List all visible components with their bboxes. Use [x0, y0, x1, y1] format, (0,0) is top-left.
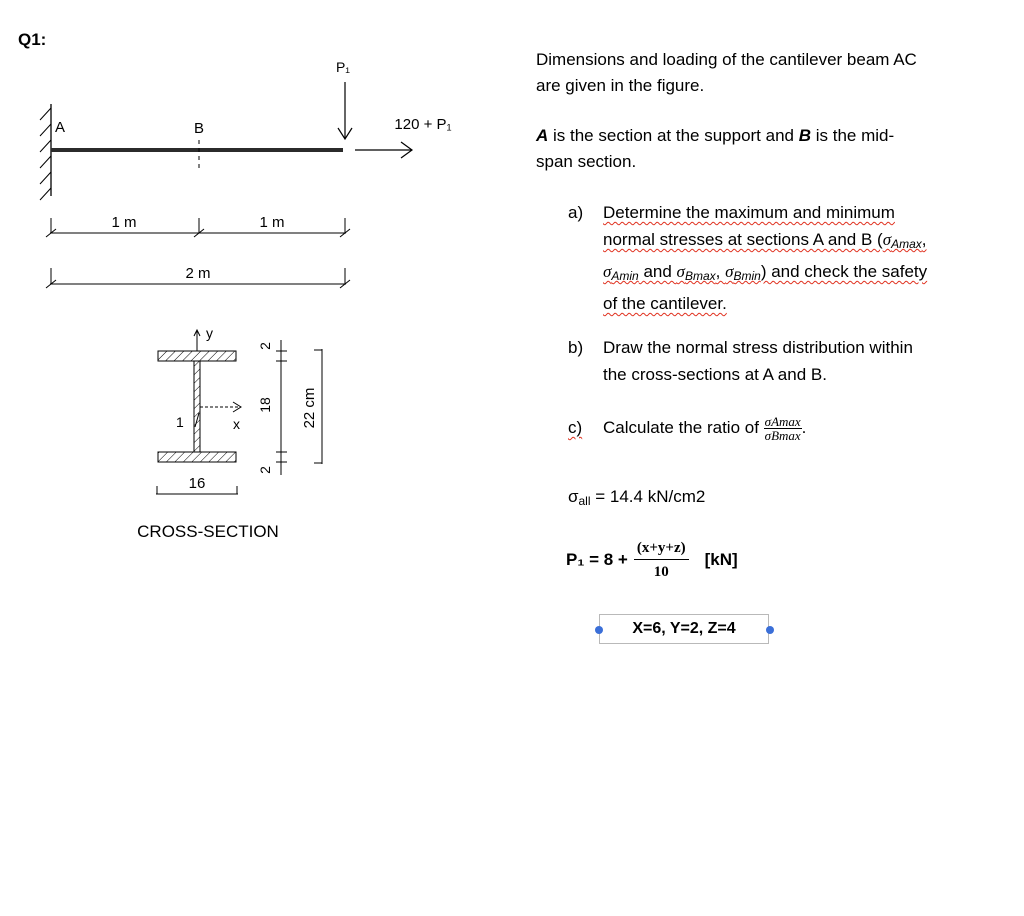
- load-formula: [566, 540, 738, 581]
- item-c-marker: c): [568, 418, 583, 437]
- item-a: [568, 199, 1008, 313]
- formula-unit: [kN]: [704, 549, 738, 569]
- cross-section-caption: CROSS-SECTION: [137, 522, 279, 541]
- section-a-end: is the mid-: [811, 126, 895, 145]
- item-a-line-2: normal stresses at sections A and B ($\sigma_{Amax}$,: [603, 230, 927, 251]
- y-axis-arrow: [194, 330, 200, 351]
- item-b-marker: b): [568, 338, 584, 357]
- dimension-line-segments: [46, 218, 350, 237]
- question-label: Q1:: [18, 30, 47, 49]
- item-a-line-1: Determine the maximum and minimum: [603, 203, 895, 222]
- total-height-label: 22 cm: [301, 387, 318, 429]
- textbox-handle-right[interactable]: [766, 626, 774, 634]
- y-axis-label: y: [206, 325, 213, 341]
- intro-line-1: Dimensions and loading of the cantilever beam AC: [536, 50, 917, 69]
- section-paragraph: [536, 123, 894, 175]
- item-a-line-3: $\sigma_{Amin}$ and $\sigma_{Bmax}$, $\sigma_{Bmin}$) and check the safety: [603, 262, 928, 283]
- dim-label-1: 1 m: [111, 214, 137, 231]
- section-a-bold: A: [536, 126, 549, 145]
- section-b-bold: B: [798, 126, 811, 145]
- ratio-denominator: σBmax: [764, 428, 801, 444]
- load-horizontal-label: 120 + P₁: [394, 116, 452, 133]
- item-c: [568, 414, 1008, 448]
- dim-label-total: 2 m: [185, 265, 211, 282]
- top-flange-label: 2: [257, 342, 273, 350]
- dim-label-2: 1 m: [259, 214, 285, 231]
- beam-figure: [0, 0, 520, 560]
- load-arrow-horizontal: [355, 142, 412, 158]
- item-a-marker: a): [568, 203, 584, 222]
- section-line-2: span section.: [536, 152, 637, 171]
- load-arrow-p1: [338, 82, 352, 139]
- sigma-all-sub: all: [578, 494, 591, 508]
- intro-line-2: are given in the figure.: [536, 76, 705, 95]
- web-height-label: 18: [257, 397, 273, 413]
- flange-width-label: 16: [188, 475, 206, 492]
- section-line-1: [536, 123, 894, 149]
- allowable-stress: [568, 484, 705, 514]
- item-a-body: [603, 199, 927, 317]
- item-b-line-1: Draw the normal stress distribution within: [603, 338, 913, 357]
- formula-denominator: 10: [653, 564, 669, 580]
- item-c-text: Calculate the ratio of: [603, 418, 764, 437]
- item-b-body: [603, 334, 913, 388]
- load-p1-label: P₁: [335, 59, 351, 75]
- web-thickness-label: 1: [176, 414, 184, 430]
- point-b-label: B: [193, 120, 205, 137]
- sigma-all-value: = 14.4 kN/cm2: [590, 487, 706, 506]
- bottom-flange-label: 2: [257, 466, 273, 474]
- item-c-body: Calculate the ratio of $\frac{\sigma Amax}{\sigma Bmax}$ .: [603, 414, 807, 444]
- formula-lhs: P₁ = 8 +: [566, 549, 628, 569]
- point-a-label: A: [55, 119, 66, 136]
- i-section-shape: [158, 351, 236, 462]
- section-a-mid: is the section at the support and: [548, 126, 799, 145]
- item-a-line-4: of the cantilever.: [603, 294, 727, 313]
- item-b-line-2: the cross-sections at A and B.: [603, 365, 827, 384]
- x-axis-label: x: [233, 416, 240, 432]
- item-b: [568, 334, 1008, 390]
- ratio-fraction: [764, 415, 802, 442]
- fixed-support: [40, 104, 51, 200]
- formula-fraction: [634, 540, 689, 581]
- intro-paragraph: [536, 47, 917, 99]
- sigma-all-symbol: σ: [568, 487, 579, 506]
- ratio-numerator: σAmax: [764, 414, 801, 430]
- values-textbox[interactable]: X=6, Y=2, Z=4: [599, 614, 769, 644]
- x-axis-arrow: [200, 402, 241, 412]
- textbox-handle-left[interactable]: [595, 626, 603, 634]
- formula-numerator: (x+y+z): [634, 540, 689, 560]
